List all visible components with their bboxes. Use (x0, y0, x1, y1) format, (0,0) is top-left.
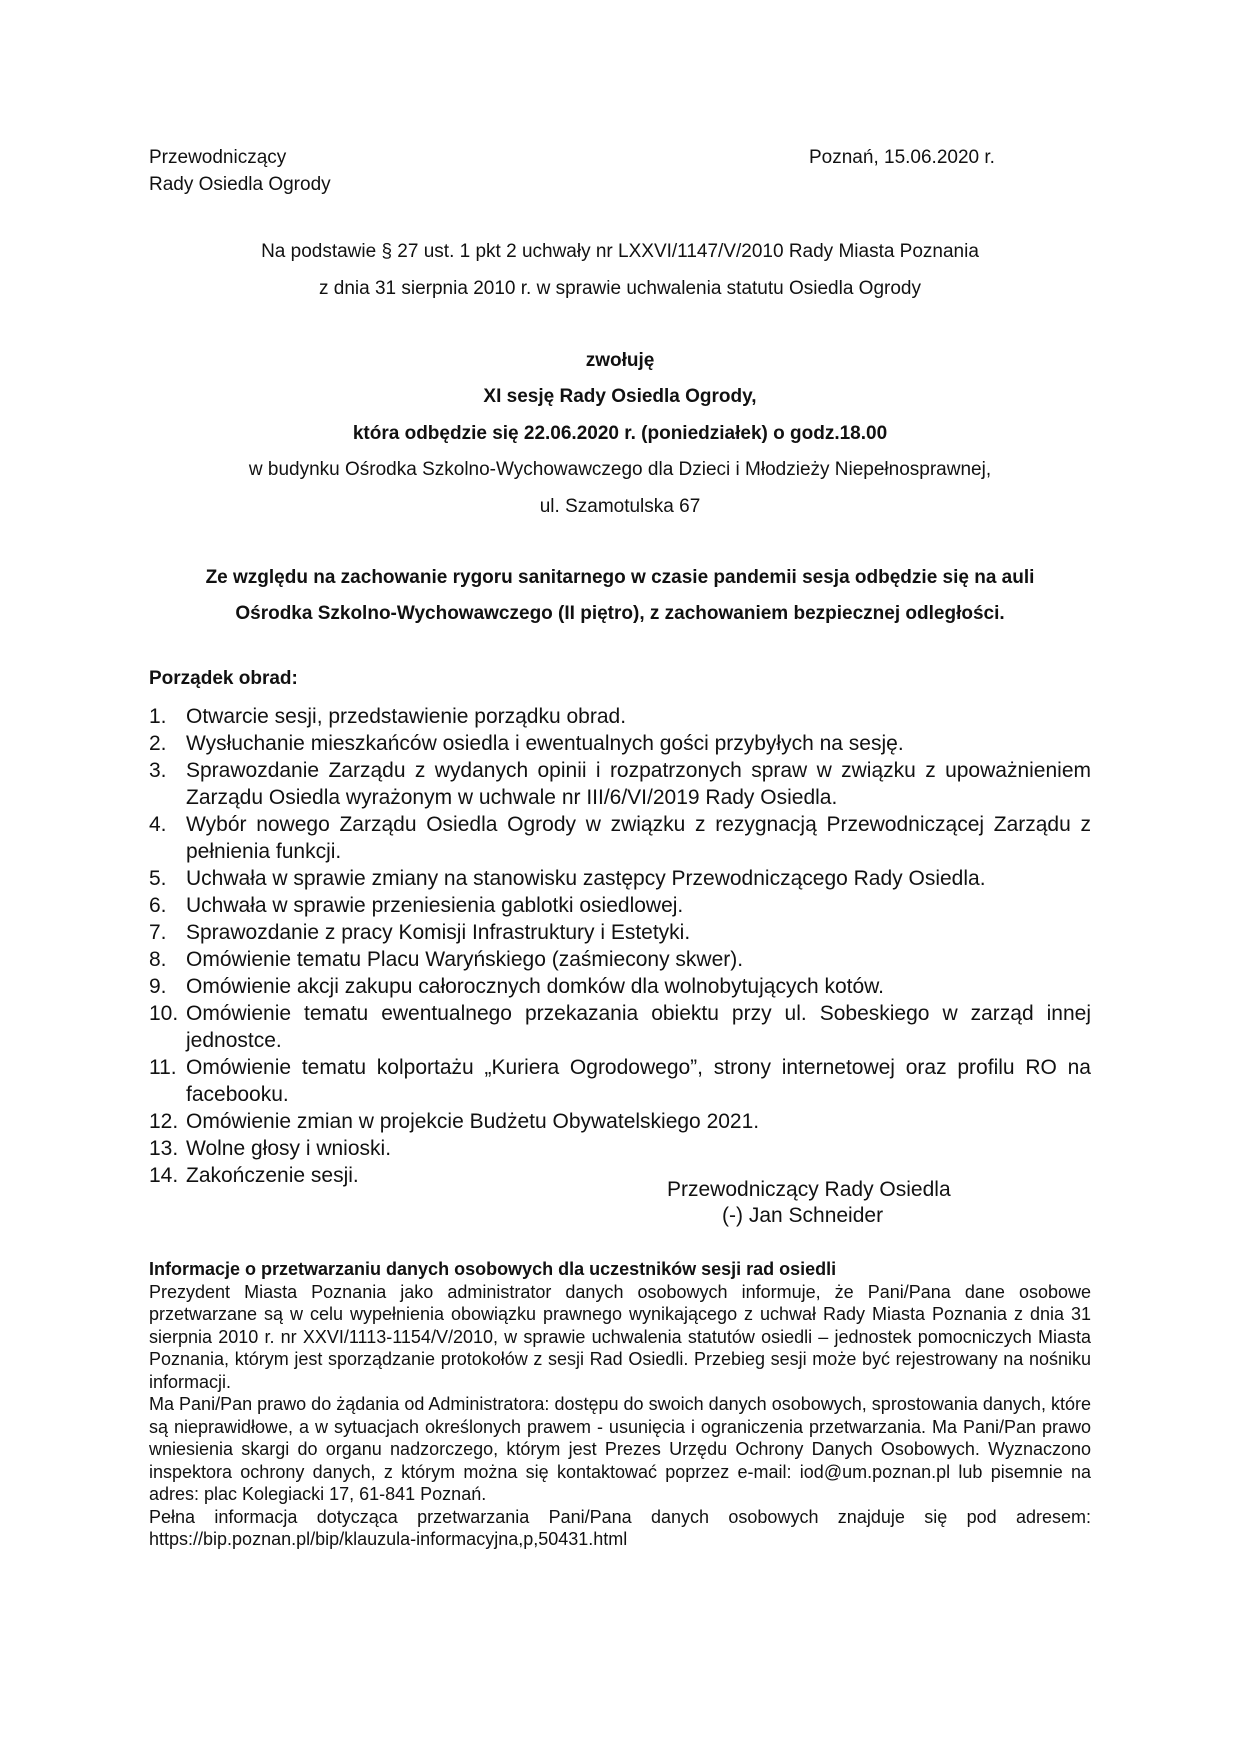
agenda-item-number: 8. (149, 948, 167, 971)
agenda-item-number: 7. (149, 921, 167, 944)
agenda-item-text: Omówienie tematu kolportażu „Kuriera Ogrodowego”, strony internetowej oraz profilu RO na facebooku. (186, 1056, 1091, 1106)
agenda-item-number: 5. (149, 867, 167, 890)
sanitary-notice-line1: Ze względu na zachowanie rygoru sanitarnego w czasie pandemii sesja odbędzie się na auli (205, 567, 1035, 588)
agenda-item (149, 1000, 1091, 1054)
agenda-item-number: 2. (149, 732, 167, 755)
agenda-item-text: Omówienie akcji zakupu całorocznych domków dla wolnobytujących kotów. (186, 975, 885, 998)
legal-basis-line1: Na podstawie § 27 ust. 1 pkt 2 uchwały nr LXXVI/1147/V/2010 Rady Miasta Poznania (261, 241, 979, 262)
agenda-item-text: Wolne głosy i wnioski. (186, 1137, 392, 1160)
agenda-item (149, 892, 1091, 919)
session-venue: w budynku Ośrodka Szkolno-Wychowawczego dla Dzieci i Młodzieży Niepełnosprawnej, (248, 459, 992, 480)
agenda-item-text: Uchwała w sprawie przeniesienia gablotki osiedlowej. (186, 894, 684, 917)
agenda-item (149, 946, 1091, 973)
agenda-item-number: 13. (149, 1137, 179, 1160)
signature-title: Przewodniczący Rady Osiedla (667, 1178, 951, 1201)
agenda-item (149, 865, 1091, 892)
privacy-notice-title: Informacje o przetwarzaniu danych osobowych dla uczestników sesji rad osiedli (149, 1259, 837, 1279)
session-address: ul. Szamotulska 67 (539, 496, 701, 517)
agenda-item-number: 4. (149, 813, 167, 836)
sender-organization: Rady Osiedla Ogrody (149, 174, 331, 195)
legal-basis-line2: z dnia 31 sierpnia 2010 r. w sprawie uchwalenia statutu Osiedla Ogrody (318, 278, 921, 299)
agenda-item (149, 973, 1091, 1000)
session-date: która odbędzie się 22.06.2020 r. (poniedziałek) o godz.18.00 (352, 423, 888, 444)
sender-block (149, 144, 331, 198)
agenda-item-text: Zakończenie sesji. (186, 1164, 359, 1187)
agenda-item (149, 919, 1091, 946)
agenda-item-text: Omówienie tematu Placu Waryńskiego (zaśmiecony skwer). (186, 948, 744, 971)
agenda-item (149, 1054, 1091, 1108)
agenda-item-number: 12. (149, 1110, 179, 1133)
agenda-item-text: Wysłuchanie mieszkańców osiedla i ewentualnych gości przybyłych na sesję. (186, 732, 904, 755)
privacy-notice-paragraph: Prezydent Miasta Poznania jako administrator danych osobowych informuje, że Pani/Pana dane osobowe przetwarzane są w celu wypełnienia obowiązku prawnego wynikającego z uchwał Rady Miasta Poznania z dnia 31 sierpnia 2010 r. nr XXVI/1113-1154/V/2010, w sprawie uchwalenia statutów osiedli – jednostek pomocniczych Miasta Poznania, którym jest sporządzanie protokołów z sesji Rad Osiedli. Przebieg sesji może być rejestrowany na nośniku informacji. (149, 1281, 1091, 1392)
agenda-item-number: 14. (149, 1164, 179, 1187)
agenda-item-text: Omówienie zmian w projekcie Budżetu Obywatelskiego 2021. (186, 1110, 760, 1133)
agenda-item (149, 1108, 1091, 1135)
agenda-item-text: Sprawozdanie Zarządu z wydanych opinii i rozpatrzonych spraw w związku z upoważnieniem Zarządu Osiedla wyrażonym w uchwale nr III/6/VI/2019 Rady Osiedla. (186, 759, 1091, 809)
agenda-item (149, 703, 1091, 730)
signature-name: (-) Jan Schneider (722, 1204, 884, 1227)
privacy-notice-paragraph: Ma Pani/Pan prawo do żądania od Administratora: dostępu do swoich danych osobowych, sprostowania danych, które są nieprawidłowe, a w sytuacjach określonych prawem - usunięcia i ograniczenia przetwarzania. Ma Pani/Pan prawo wniesienia skargi do organu nadzorczego, którym jest Prezes Urzędu Ochrony Danych Osobowych. Wyznaczono inspektora ochrony danych, z którym można się kontaktować poprzez e-mail: iod@um.poznan.pl lub pisemnie na adres: plac Kolegiacki 17, 61-841 Poznań. (149, 1394, 1091, 1504)
agenda-item-text: Uchwała w sprawie zmiany na stanowisku zastępcy Przewodniczącego Rady Osiedla. (186, 867, 986, 890)
agenda-item (149, 730, 1091, 757)
sender-title: Przewodniczący (149, 147, 287, 168)
sanitary-notice-line2: Ośrodka Szkolno-Wychowawczego (II piętro), z zachowaniem bezpiecznej odległości. (235, 603, 1005, 624)
agenda-title: Porządek obrad: (149, 668, 298, 689)
agenda-item (149, 757, 1091, 811)
place-date: Poznań, 15.06.2020 r. (809, 147, 995, 168)
agenda-list (149, 703, 1091, 1189)
agenda-item-text: Wybór nowego Zarządu Osiedla Ogrody w związku z rezygnacją Przewodniczącej Zarządu z pełnienia funkcji. (186, 813, 1091, 863)
agenda-item-number: 6. (149, 894, 167, 917)
privacy-notice-paragraph: Pełna informacja dotycząca przetwarzania Pani/Pana danych osobowych znajduje się pod adresem: https://bip.poznan.pl/bip/klauzula-informacyjna,p,50431.html (149, 1506, 1091, 1549)
agenda-item-number: 1. (149, 705, 167, 728)
agenda-item-number: 11. (149, 1056, 177, 1079)
agenda-item-text: Sprawozdanie z pracy Komisji Infrastruktury i Estetyki. (186, 921, 691, 944)
convocation-verb: zwołuję (585, 350, 655, 371)
privacy-notice (149, 1258, 1091, 1551)
session-name: XI sesję Rady Osiedla Ogrody, (483, 386, 757, 407)
agenda-item-number: 9. (149, 975, 167, 998)
agenda-item-text: Otwarcie sesji, przedstawienie porządku obrad. (186, 705, 627, 728)
agenda-item-number: 3. (149, 759, 167, 782)
agenda-item (149, 811, 1091, 865)
agenda-item-text: Omówienie tematu ewentualnego przekazania obiektu przy ul. Sobeskiego w zarząd innej jednostce. (186, 1002, 1091, 1052)
agenda-item-number: 10. (149, 1002, 179, 1025)
agenda-item (149, 1135, 1091, 1162)
